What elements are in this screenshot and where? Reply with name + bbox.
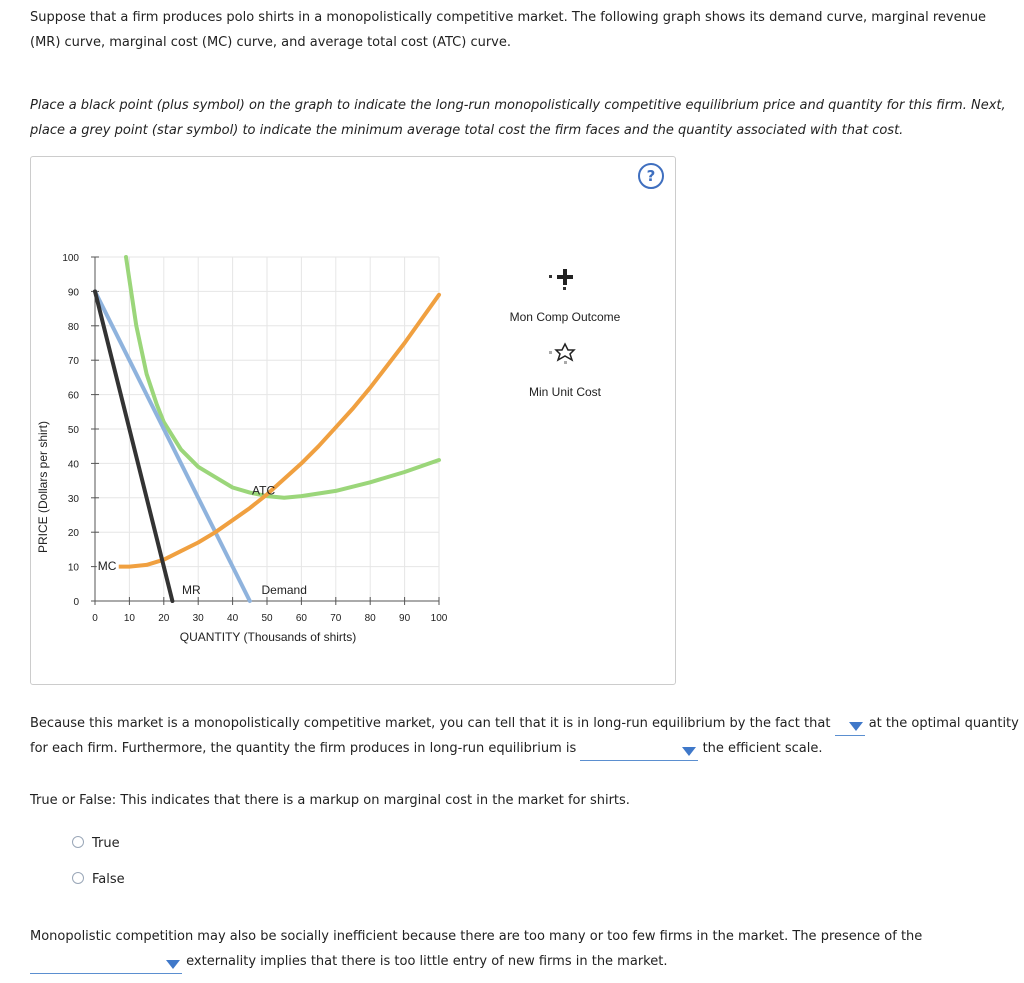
y-tick-label: 40	[67, 459, 79, 471]
y-tick-label: 20	[67, 528, 79, 540]
radio-option-false[interactable]	[72, 870, 125, 890]
q1-text-4: the efficient scale.	[702, 741, 823, 756]
instruction-text: Place a black point (plus symbol) on the graph to indicate the long-run monopolistically competitive equilibrium price and quantity for this firm. Next, place a grey point (star symbol) to indicate the minimum average total cost the firm faces and the quantity associated with that cost.	[30, 98, 1006, 138]
q1-dropdown-2[interactable]	[580, 742, 698, 761]
y-tick-label: 70	[67, 356, 79, 368]
chevron-down-icon	[166, 960, 180, 969]
y-tick-label: 100	[62, 253, 79, 264]
x-tick-label: 50	[261, 613, 273, 624]
x-tick-label: 60	[295, 613, 307, 624]
radio-label: True	[92, 836, 120, 851]
q3-text-1: Monopolistic competition may also be socially inefficient because there are too many or too few firms in the market. The presence of the	[30, 929, 923, 944]
star-icon	[556, 344, 574, 360]
q3-text-2: externality implies that there is too little entry of new firms in the market.	[186, 954, 668, 969]
q1-text-1: Because this market is a monopolistically competitive market, you can tell that it is in long-run equilibrium by the fact that	[30, 716, 831, 731]
radio-option-true[interactable]	[72, 834, 120, 854]
graph-panel	[30, 156, 676, 685]
x-tick-label: 90	[399, 613, 411, 624]
atc-curve	[126, 257, 439, 498]
q1-dropdown-1[interactable]	[835, 717, 865, 736]
x-tick-label: 80	[364, 613, 376, 624]
y-tick-label: 90	[67, 287, 79, 299]
q1-text-2: at the optimal quantity	[868, 716, 1019, 731]
x-tick-label: 10	[123, 613, 135, 624]
y-tick-label: 10	[67, 562, 79, 574]
mon-comp-tool[interactable]	[510, 269, 621, 324]
demand-label: Demand	[261, 583, 307, 598]
mr-curve	[95, 291, 172, 601]
intro-text: Suppose that a firm produces polo shirts in a monopolistically competitive market. The following graph shows its demand curve, marginal revenue (MR) curve, marginal cost (MC) curve, and average total cost (ATC) curve.	[30, 10, 987, 50]
chevron-down-icon	[849, 722, 863, 731]
y-tick-label: 80	[67, 321, 79, 333]
y-tick-label: 0	[73, 597, 79, 608]
y-tick-label: 30	[67, 493, 79, 505]
chevron-down-icon	[682, 747, 696, 756]
radio-icon	[72, 836, 84, 848]
plus-icon	[557, 269, 573, 285]
radio-label: False	[92, 872, 125, 887]
mc-label: MC	[97, 559, 117, 574]
q3-dropdown[interactable]	[30, 955, 182, 974]
tool-marker-dot	[563, 287, 566, 290]
x-tick-label: 40	[227, 613, 239, 624]
atc-label: ATC	[252, 483, 276, 498]
x-tick-label: 30	[192, 613, 204, 624]
x-axis-label: QUANTITY (Thousands of shirts)	[179, 630, 357, 644]
radio-icon	[72, 872, 84, 884]
question-2: True or False: This indicates that there is a markup on marginal cost in the market for shirts.	[30, 793, 630, 808]
y-tick-label: 60	[67, 390, 79, 402]
y-tick-label: 50	[67, 425, 79, 436]
q1-text-3: for each firm. Furthermore, the quantity the firm produces in long-run equilibrium is	[30, 741, 577, 756]
tool-marker-dot	[549, 351, 552, 354]
x-tick-label: 100	[430, 613, 448, 624]
y-axis-label: PRICE (Dollars per shirt)	[36, 420, 50, 554]
tool-marker-dot	[549, 275, 552, 278]
x-tick-label: 0	[92, 613, 98, 624]
question-3	[30, 924, 1010, 974]
mon-comp-label: Mon Comp Outcome	[509, 310, 621, 324]
x-tick-label: 20	[158, 613, 170, 624]
mr-label: MR	[181, 583, 201, 598]
x-tick-label: 70	[330, 613, 342, 624]
min-cost-tool[interactable]	[529, 344, 602, 399]
question-1	[30, 711, 1020, 761]
graph-canvas[interactable]	[31, 157, 675, 684]
tool-marker-dot	[564, 361, 567, 364]
help-icon[interactable]: ?	[638, 163, 664, 189]
min-cost-label: Min Unit Cost	[528, 385, 602, 399]
